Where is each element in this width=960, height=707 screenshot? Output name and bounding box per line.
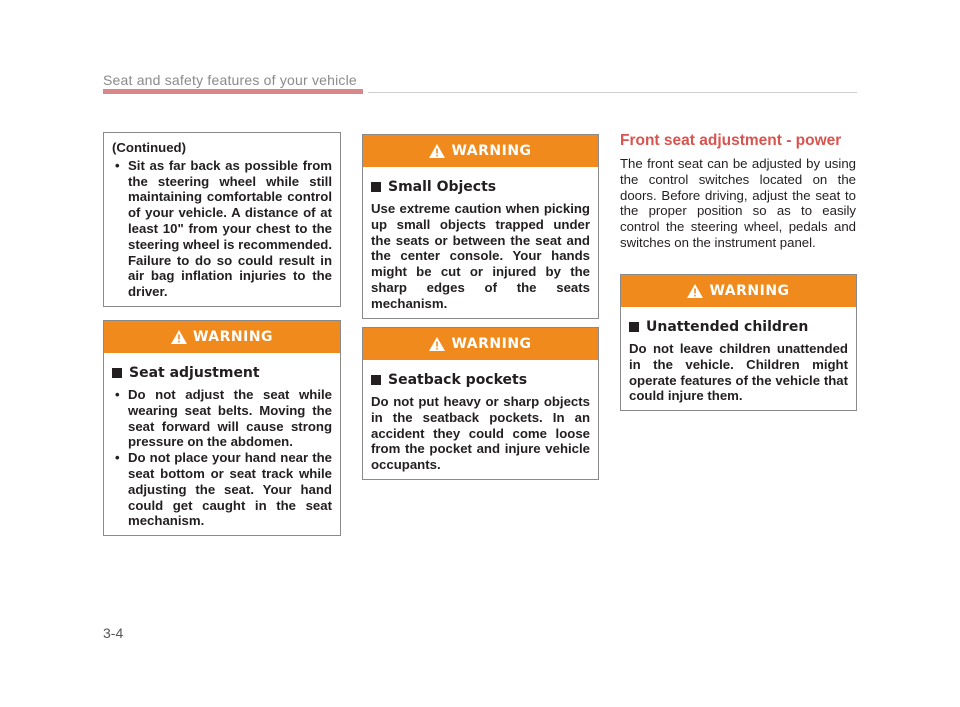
warning-header — [621, 275, 856, 307]
black-square-icon — [371, 375, 381, 385]
list-item: • Sit as far back as possible from the steering wheel while still maintaining comfortable control of your vehicle. A distance of at least 10" from your chest to the steering wheel is recommended. Failure to do so could result in air bag inflation injuries to the driver. — [112, 158, 332, 300]
warning-title-text: Seat adjustment — [129, 365, 260, 381]
continued-bullets — [112, 158, 332, 300]
warning-label: WARNING — [709, 283, 790, 299]
warning-box-seatback-pockets — [362, 327, 599, 480]
warning-label: WARNING — [451, 143, 532, 159]
warning-box-seat-adjustment — [103, 320, 341, 536]
warning-title-text: Small Objects — [388, 179, 497, 195]
warning-title — [371, 179, 590, 195]
section-title: Front seat adjustment - power — [620, 132, 842, 149]
page-number: 3-4 — [103, 625, 124, 641]
black-square-icon — [629, 322, 639, 332]
warning-box-unattended-children — [620, 274, 857, 411]
list-item: • Do not place your hand near the seat bottom or seat track while adjusting the seat. Your hand could get caught in the seat mechanism. — [112, 450, 332, 529]
section-body: The front seat can be adjusted by using the control switches located on the doors. Before driving, adjust the seat to the proper position so as to easily control the steering wheel, pedals and switches on the instrument panel. — [620, 156, 856, 250]
warning-text: Do not put heavy or sharp objects in the seatback pockets. In an accident they could come loose from the pocket and injure vehicle occupants. — [371, 394, 590, 473]
seat-adjustment-bullets — [112, 387, 332, 529]
warning-text: Use extreme caution when picking up small objects trapped under the seats or between the seat and the center console. Your hands might be cut or injured by the sharp edges of the seats mechanism. — [371, 201, 590, 311]
warning-triangle-icon — [171, 330, 187, 344]
running-header: Seat and safety features of your vehicle — [103, 72, 357, 88]
continued-box — [103, 132, 341, 307]
warning-label: WARNING — [192, 329, 274, 345]
warning-triangle-icon — [429, 144, 445, 158]
warning-triangle-icon — [429, 337, 445, 351]
continued-label: (Continued) — [112, 140, 186, 155]
warning-header — [363, 135, 598, 167]
warning-title — [629, 319, 848, 335]
list-item: • Do not adjust the seat while wearing seat belts. Moving the seat forward will cause strong pressure on the abdomen. — [112, 387, 332, 450]
header-accent-bar — [103, 89, 363, 94]
warning-text: Do not leave children unattended in the vehicle. Children might operate features of the vehicle that could injure them. — [629, 341, 848, 404]
warning-header — [104, 321, 340, 353]
warning-box-small-objects — [362, 134, 599, 319]
warning-header — [363, 328, 598, 360]
warning-title-text: Unattended children — [646, 319, 809, 335]
warning-title — [112, 365, 332, 381]
warning-triangle-icon — [687, 284, 703, 298]
warning-label: WARNING — [451, 336, 532, 352]
black-square-icon — [112, 368, 122, 378]
header-rule — [368, 92, 857, 93]
warning-title — [371, 372, 590, 388]
warning-title-text: Seatback pockets — [388, 372, 528, 388]
black-square-icon — [371, 182, 381, 192]
